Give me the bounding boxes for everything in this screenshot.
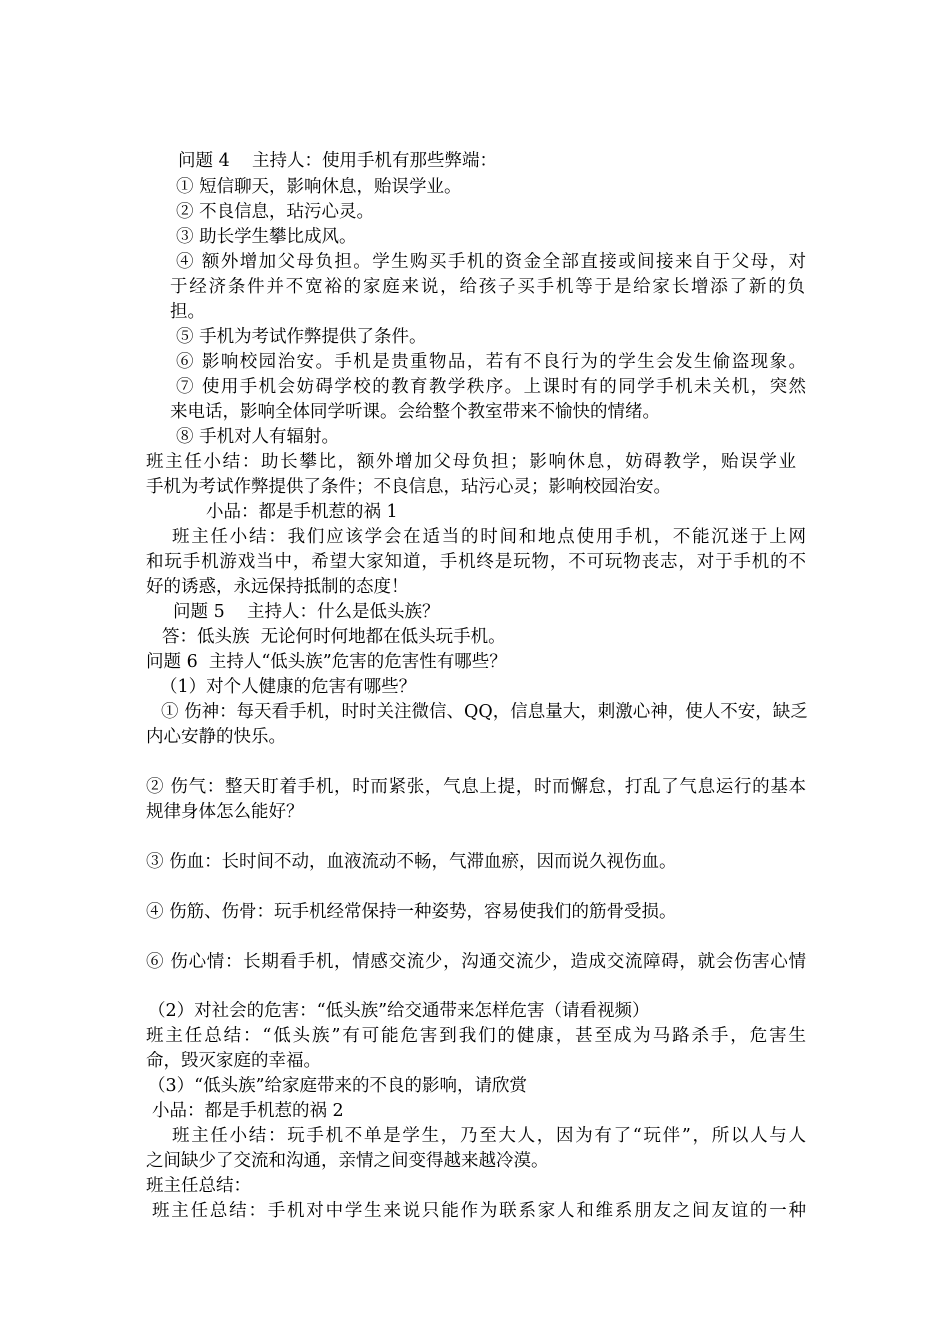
text-line: ⑧ 手机对人有辐射。	[176, 427, 340, 447]
text-line: （1）对个人健康的危害有哪些？	[160, 677, 417, 697]
text-line: 问题 5 主持人：什么是低头族？	[173, 602, 440, 622]
text-line: 问题 6 主持人“低头族”危害的危害性有哪些？	[146, 652, 507, 672]
text-line: 小品：都是手机惹的祸 1	[206, 502, 398, 522]
text-line: 于经济条件并不宽裕的家庭来说，给孩子买手机等于是给家长增添了新的负	[170, 277, 805, 297]
text-line: ③ 助长学生攀比成风。	[176, 227, 357, 247]
text-line: 班主任总结：“低头族”有可能危害到我们的健康，甚至成为马路杀手，危害生	[146, 1026, 806, 1046]
text-line: 来电话，影响全体同学听课。会给整个教室带来不愉快的情绪。	[170, 402, 660, 422]
text-line: 规律身体怎么能好？	[146, 802, 304, 822]
text-line: 班主任小结：我们应该学会在适当的时间和地点使用手机，不能沉迷于上网	[172, 527, 806, 547]
text-line: ③ 伤血：长时间不动，血液流动不畅，气滞血瘀，因而说久视伤血。	[146, 852, 677, 872]
text-line: 担。	[170, 302, 205, 322]
text-line: 班主任总结：手机对中学生来说只能作为联系家人和维系朋友之间友谊的一种	[152, 1201, 806, 1221]
text-line: 班主任总结：	[146, 1176, 251, 1196]
text-line: ⑤ 手机为考试作弊提供了条件。	[176, 327, 427, 347]
text-line: 答：低头族 无论何时何地都在低头玩手机。	[162, 627, 506, 647]
text-line: ② 伤气：整天盯着手机，时而紧张，气息上提，时而懈怠，打乱了气息运行的基本	[146, 777, 806, 797]
text-line: ② 不良信息，玷污心灵。	[176, 202, 375, 222]
text-line: 之间缺少了交流和沟通，亲情之间变得越来越冷漠。	[146, 1151, 549, 1171]
text-line: ④ 额外增加父母负担。学生购买手机的资金全部直接或间接来自于父母，对	[176, 252, 806, 272]
text-line: 命，毁灭家庭的幸福。	[146, 1051, 321, 1071]
text-line: ④ 伤筋、伤骨：玩手机经常保持一种姿势，容易使我们的筋骨受损。	[146, 902, 677, 922]
text-line: 问题 4 主持人：使用手机有那些弊端：	[178, 151, 497, 171]
text-line: 好的诱惑，永远保持抵制的态度！	[146, 577, 409, 597]
text-line: （3）“低头族”给家庭带来的不良的影响，请欣赏	[148, 1076, 528, 1096]
text-line: ⑥ 伤心情：长期看手机，情感交流少，沟通交流少，造成交流障碍，就会伤害心情	[146, 952, 806, 972]
text-line: ⑦ 使用手机会妨碍学校的教育教学秩序。上课时有的同学手机未关机，突然	[176, 377, 806, 397]
text-line: （2）对社会的危害：“低头族”给交通带来怎样危害（请看视频）	[148, 1001, 650, 1021]
text-line: 小品：都是手机惹的祸 2	[152, 1101, 344, 1121]
text-line: ⑥ 影响校园治安。手机是贵重物品，若有不良行为的学生会发生偷盗现象。	[176, 352, 806, 372]
text-line: 班主任小结：玩手机不单是学生，乃至大人，因为有了“玩伴”，所以人与人	[172, 1126, 806, 1146]
text-line: 手机为考试作弊提供了条件；不良信息，玷污心灵；影响校园治安。	[146, 477, 671, 497]
text-line: 班主任小结：助长攀比，额外增加父母负担；影响休息，妨碍教学，贻误学业	[146, 452, 796, 472]
text-line: 和玩手机游戏当中，希望大家知道，手机终是玩物，不可玩物丧志，对于手机的不	[146, 552, 806, 572]
text-line: ① 短信聊天，影响休息，贻误学业。	[176, 177, 462, 197]
text-line: ① 伤神：每天看手机，时时关注微信、QQ，信息量大，刺激心神，使人不安，缺乏	[161, 702, 808, 722]
text-line: 内心安静的快乐。	[146, 727, 286, 747]
